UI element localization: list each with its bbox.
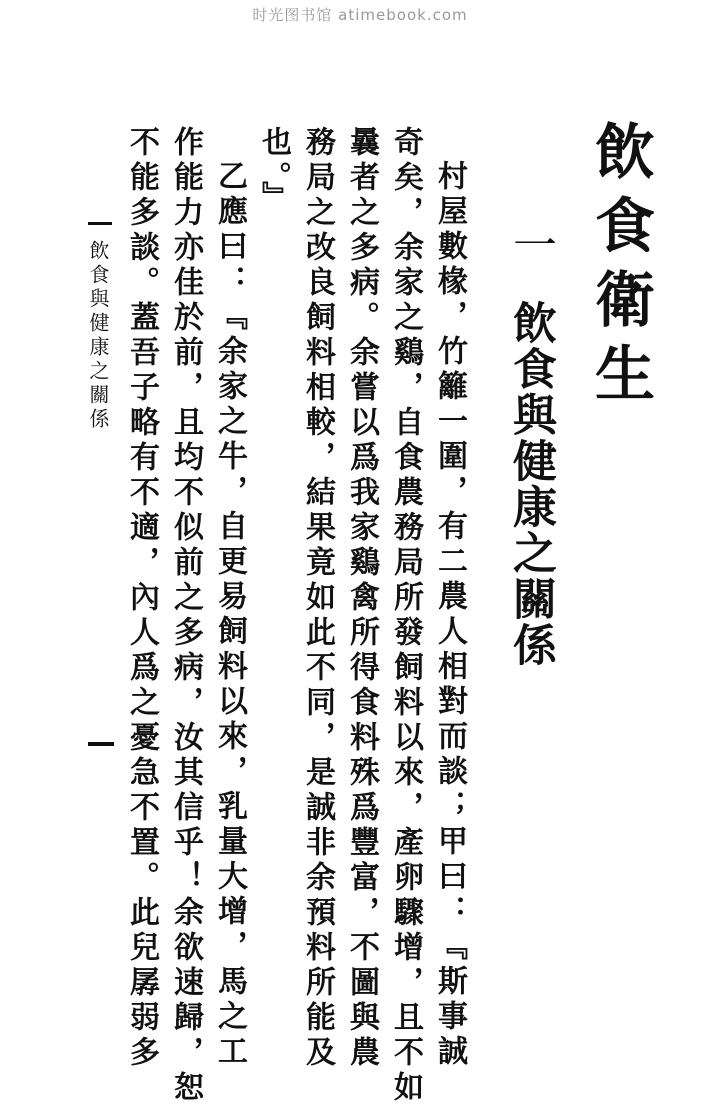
page-number-mark xyxy=(88,742,114,746)
body-column-3: 曩者之多病。余嘗以爲我家鷄禽所得食料殊爲豐富，不圖與農 xyxy=(344,126,379,1071)
body-column-4: 務局之改良飼料相較，結果竟如此不同，是誠非余預料所能及 xyxy=(300,126,335,1071)
chapter-title: 飲食與健康之關係 xyxy=(505,300,556,668)
watermark: 时光图书馆 atimebook.com xyxy=(252,6,468,24)
running-head-rule xyxy=(88,222,112,225)
body-column-6: 乙應曰：『余家之牛，自更易飼料以來，乳量大增，馬之工 xyxy=(212,160,247,1070)
body-column-5: 也。』 xyxy=(256,126,291,216)
body-column-7: 作能力亦佳於前，且均不似前之多病，汝其信乎！余欲速歸，恕 xyxy=(168,126,203,1106)
chapter-number: 一 xyxy=(505,222,556,266)
body-column-8: 不能多談。蓋吾子略有不適，內人爲之憂急不置。此兒孱弱多 xyxy=(124,126,159,1071)
running-head: 飲食與健康之關係 xyxy=(86,240,110,432)
body-column-1: 村屋數椽，竹籬一圍，有二農人相對而談；甲曰：『斯事誠 xyxy=(432,160,467,1070)
book-title: 飲食衛生 xyxy=(585,120,655,416)
body-column-2: 奇矣，余家之鷄，自食農務局所發飼料以來，產卵驟增，且不如 xyxy=(388,126,423,1106)
page-number: 一 xyxy=(84,770,85,771)
